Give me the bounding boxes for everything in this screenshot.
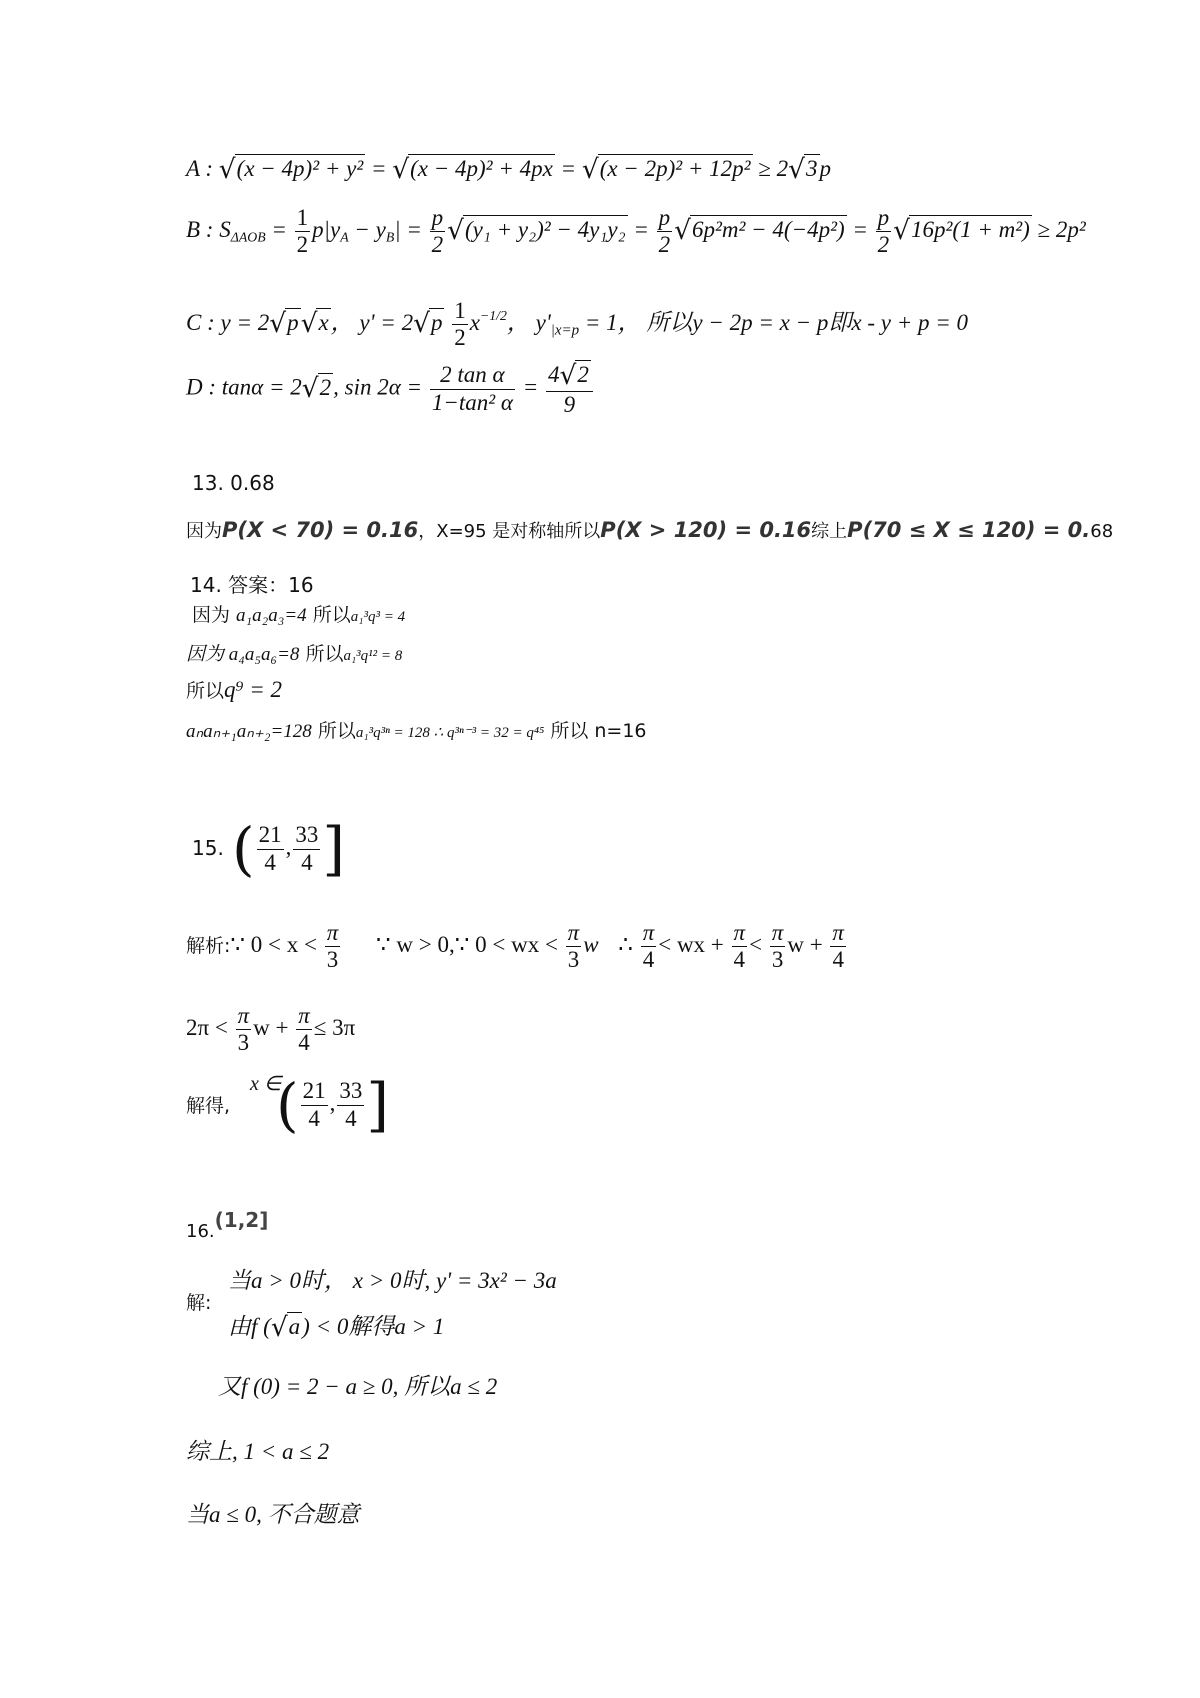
formula: a₁a₂a₃=4 [236, 605, 307, 626]
expr: < [749, 932, 763, 958]
fraction [430, 362, 515, 416]
question-number: 15. [192, 836, 224, 860]
subscript: B [385, 229, 395, 245]
expr: − y [348, 217, 386, 243]
numerator: p [876, 205, 892, 232]
fraction [452, 298, 468, 352]
q15-result-label: 解得, [186, 1095, 231, 1117]
radicand: (x − 4p)² + 4px [410, 156, 553, 181]
formula: a₁³q¹² = 8 [343, 648, 403, 664]
numerator: π [325, 920, 341, 947]
question-number: 16. [186, 1221, 215, 1242]
expr: 2π < [186, 1015, 228, 1041]
numerator: 33 [293, 822, 320, 849]
answer: (1,2] [214, 1208, 269, 1232]
radicand: 2 [319, 374, 332, 400]
denominator: 3 [567, 947, 580, 973]
denominator: 4 [345, 1105, 357, 1131]
radicand: 16p²(1 + m²) [911, 217, 1030, 243]
expr: x ∈ [250, 1073, 282, 1095]
radical-symbol: √ [301, 372, 319, 404]
exponent: −1/2 [479, 307, 507, 323]
radical-symbol: √ [559, 360, 577, 391]
expr: ∴ [618, 932, 633, 958]
expr: ∵ 0 < x < [230, 932, 317, 958]
expr: 4 [547, 362, 560, 387]
denominator: 4 [298, 1030, 310, 1056]
text: 因为 [186, 644, 229, 665]
q16-line4: 综上, 1 < a ≤ 2 [186, 1439, 330, 1464]
formula: P(X > 120) = 0.16 [600, 518, 812, 542]
expr: = 1， 所以y − 2p = x − p即x - y + p = 0 [579, 310, 969, 336]
denominator: 3 [237, 1030, 250, 1056]
fraction [325, 920, 341, 974]
expr: < wx + [658, 932, 724, 958]
numerator: π [732, 920, 748, 947]
formula: aₙaₙ₊₁aₙ₊₂=128 [186, 721, 312, 742]
q15-solution-line1 [186, 920, 848, 974]
fraction [257, 822, 284, 876]
expr: ) < 0解得a > 1 [302, 1314, 445, 1339]
option-a-label: A : [186, 156, 214, 181]
text: 所以 n=16 [544, 720, 647, 742]
denominator: 9 [563, 392, 576, 418]
radical-symbol: √ [447, 215, 465, 247]
fraction [236, 1003, 252, 1057]
bracket: ( [276, 1071, 299, 1139]
denominator: 2 [454, 325, 466, 351]
radicand: 2 [577, 362, 589, 387]
option-b-label: B : S [186, 217, 231, 243]
fraction [732, 920, 748, 974]
text: 因为 [192, 604, 237, 626]
bracket: ] [322, 815, 346, 883]
text: 因为 [186, 521, 222, 542]
equals: = [522, 374, 539, 400]
q15-header [192, 838, 224, 858]
expr: , sin 2α = [333, 374, 423, 400]
text: 所以 [311, 720, 356, 742]
formula: P(70 ≤ X ≤ 120) = 0. [847, 518, 1091, 542]
numerator: p [430, 205, 446, 232]
numerator: π [566, 920, 582, 947]
subscript: |x=p [550, 322, 580, 339]
numerator: 33 [337, 1078, 364, 1105]
equals: = [560, 156, 577, 181]
text: 68 [1090, 521, 1114, 542]
denominator: 1−tan² α [431, 389, 513, 415]
denominator: 2 [658, 232, 671, 258]
equals: = [852, 217, 868, 243]
q13-solution [186, 520, 1113, 541]
text: ，X=95 是对称轴所以 [418, 521, 601, 542]
q15-result-interval: ( $\frac{21}{4}$ , $\frac{33}{4}$ ] [276, 1071, 390, 1139]
bracket: ( [232, 815, 255, 883]
numerator: π [236, 1003, 252, 1030]
expr: ≤ 3π [313, 1015, 356, 1041]
radical-symbol: √ [269, 308, 287, 340]
q16-line5: 当a ≤ 0, 不合题意 [186, 1502, 360, 1527]
denominator: 4 [301, 849, 313, 875]
fraction [296, 1003, 312, 1057]
numerator: 21 [257, 822, 284, 849]
radicand: x [318, 310, 329, 336]
expr: ∵ w > 0,∵ 0 < wx < [376, 932, 558, 958]
denominator: 2 [877, 232, 890, 258]
expr: y' [535, 310, 551, 336]
numerator: p [657, 205, 673, 232]
q14-header: 14. 答案：16 [190, 573, 314, 597]
tail: p [819, 156, 832, 181]
radicand: (y₁ + y₂)² − 4y₁y₂ [465, 217, 626, 243]
numerator: 21 [301, 1078, 328, 1105]
numerator: π [296, 1003, 312, 1030]
radical-symbol: √ [218, 154, 236, 185]
radicand: 6p²m² − 4(−4p²) [691, 217, 845, 243]
text: 综上 [811, 521, 848, 542]
numerator: π [770, 920, 786, 947]
equals: = [633, 217, 649, 243]
fraction [657, 205, 673, 259]
expr: ， y' = 2 [330, 310, 414, 336]
radical-symbol: √ [300, 308, 318, 340]
formula: a₁³q³ = 4 [350, 609, 406, 625]
expr: p|y [312, 217, 341, 243]
denominator: 4 [642, 947, 655, 973]
option-c-label: C : y = 2 [186, 310, 270, 336]
denominator: 2 [296, 232, 309, 258]
expr: x [469, 310, 480, 336]
text: 所以 [186, 680, 225, 702]
radicand: 3 [806, 156, 818, 181]
fraction [295, 205, 311, 259]
radical-symbol: √ [788, 154, 806, 185]
q16-solution-label: 解: [186, 1292, 212, 1314]
q14-line1 [192, 606, 405, 625]
radicand: (x − 2p)² + 12p² [599, 156, 751, 181]
formula: a₄a₅a₆=8 [228, 644, 300, 665]
fraction [337, 1078, 364, 1132]
equals: = [271, 217, 287, 243]
fraction [876, 205, 892, 259]
radical-symbol: √ [413, 308, 430, 340]
numerator [546, 360, 593, 392]
expr: w [583, 932, 599, 958]
formula: q⁹ = 2 [224, 677, 283, 702]
expr: 由f ( [228, 1314, 271, 1339]
radicand: p [430, 310, 443, 336]
q15-answer: ( $\frac{21}{4}$ , $\frac{33}{4}$ ] [232, 815, 346, 883]
radicand: p [287, 310, 299, 336]
numerator: π [830, 920, 846, 947]
fraction [770, 920, 786, 974]
fraction [293, 822, 320, 876]
formula: a₁³q³ⁿ = 128 ∴ q³ⁿ⁻³ = 32 = q⁴⁵ [355, 725, 545, 741]
expr: ， [506, 310, 530, 336]
option-a-line [186, 154, 831, 183]
option-d-label: D : tanα = 2 [186, 374, 302, 400]
expr: w + [787, 932, 823, 958]
option-b-line [186, 205, 1086, 259]
denominator: 4 [308, 1105, 320, 1131]
bracket: ] [366, 1071, 390, 1139]
denominator: 3 [771, 947, 784, 973]
numerator: π [641, 920, 657, 947]
fraction [301, 1078, 328, 1132]
fraction [566, 920, 582, 974]
radical-symbol: √ [581, 154, 599, 185]
denominator: 4 [264, 849, 276, 875]
subscript: ΔAOB [230, 229, 266, 245]
expr: w + [253, 1015, 289, 1041]
numerator: 1 [295, 205, 311, 232]
q16-line3: 又f (0) = 2 − a ≥ 0, 所以a ≤ 2 [218, 1374, 498, 1399]
fraction [546, 360, 593, 419]
radicand: a [288, 1314, 301, 1339]
denominator: 4 [832, 947, 844, 973]
radical-symbol: √ [392, 154, 410, 185]
equals: = [370, 156, 387, 181]
q16-line1: 当a > 0时， x > 0时, y' = 3x² − 3a [228, 1268, 557, 1293]
inequality: ≥ 2 [758, 156, 789, 181]
radical-symbol: √ [270, 1312, 288, 1343]
denominator: 2 [431, 232, 444, 258]
expr: | = [394, 217, 422, 243]
radicand: (x − 4p)² + y² [236, 156, 364, 181]
denominator: 3 [326, 947, 339, 973]
radical-symbol: √ [893, 215, 911, 247]
fraction [430, 205, 446, 259]
denominator: 4 [733, 947, 746, 973]
fraction [641, 920, 657, 974]
q14-line4 [186, 722, 647, 741]
option-c-line [186, 298, 968, 352]
radical-symbol: √ [674, 215, 691, 247]
option-d-line [186, 360, 595, 419]
q13-header: 13. 0.68 [192, 471, 275, 495]
text: 所以 [306, 604, 351, 626]
tail: ≥ 2p² [1037, 217, 1086, 243]
q16-line2 [228, 1312, 444, 1341]
solution-label: 解析: [186, 935, 231, 958]
q14-line3 [186, 678, 282, 701]
q14-line2 [186, 645, 402, 664]
numerator: 1 [452, 298, 468, 325]
subscript: A [340, 229, 349, 245]
text: 所以 [299, 643, 344, 665]
numerator: 2 tan α [430, 362, 515, 389]
formula: P(X < 70) = 0.16 [222, 518, 419, 542]
fraction [830, 920, 846, 974]
q16-header [186, 1208, 269, 1242]
q15-solution-line2 [186, 1003, 355, 1057]
